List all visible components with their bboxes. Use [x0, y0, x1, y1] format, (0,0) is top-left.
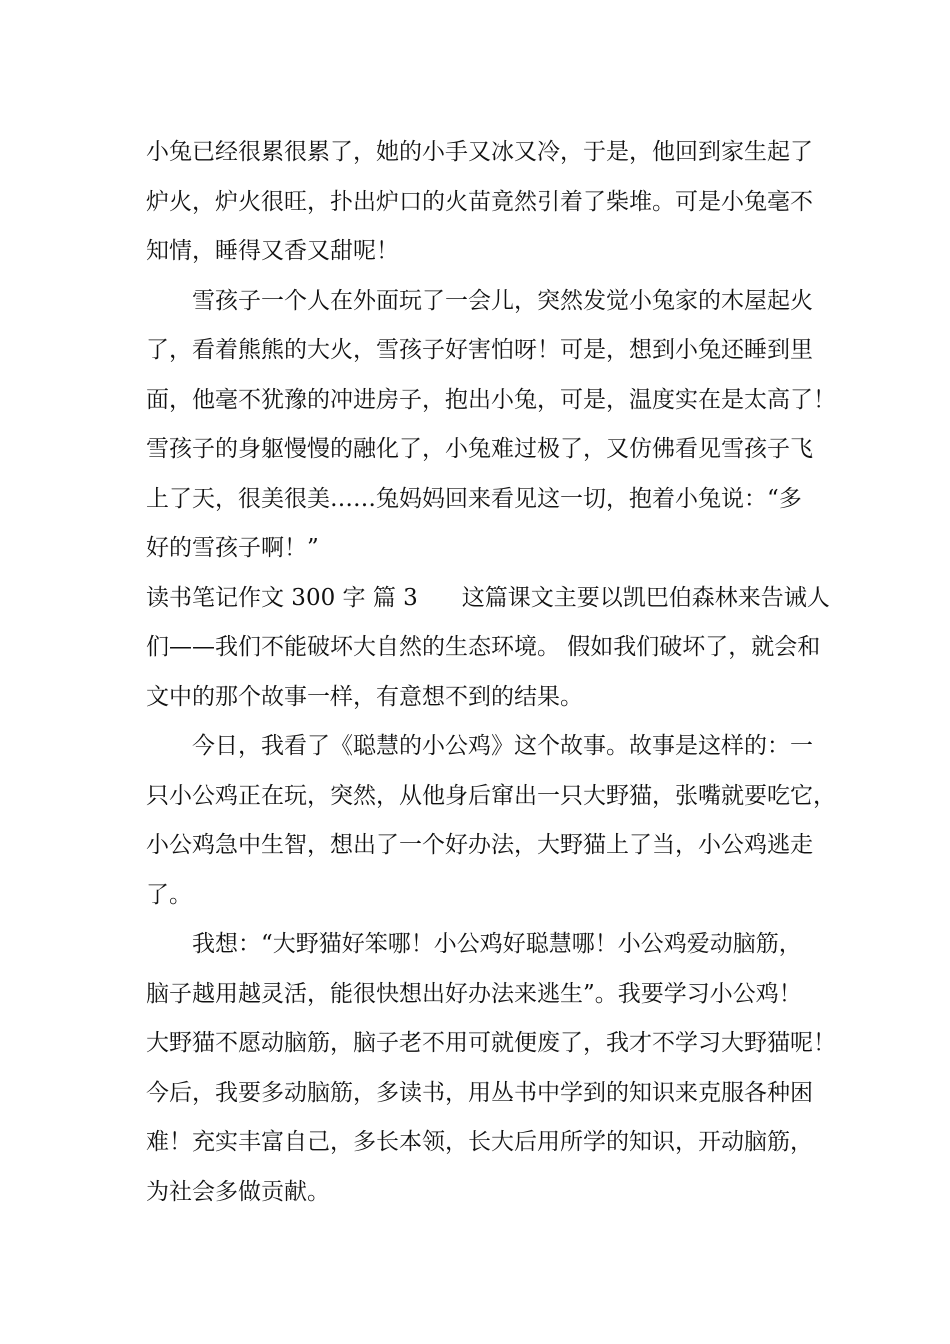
paragraph-line: 们——我们不能破坏大自然的生态环境。 假如我们破坏了，就会和 — [146, 634, 821, 660]
section-first-line: 这篇课文主要以凯巴伯森林来告诫人 — [461, 584, 830, 611]
paragraph-line: 小兔已经很累很累了，她的小手又冰又冷，于是，他回到家生起了 — [146, 139, 813, 165]
paragraph-line: 小公鸡急中生智，想出了一个好办法，大野猫上了当，小公鸡逃走 — [146, 832, 813, 858]
paragraph-line: 难！充实丰富自己，多长本领，长大后用所学的知识，开动脑筋， — [146, 1129, 813, 1155]
paragraph-line: 今日，我看了《聪慧的小公鸡》这个故事。故事是这样的：一 — [192, 733, 813, 759]
paragraph-line: 雪孩子一个人在外面玩了一会儿，突然发觉小兔家的木屋起火 — [192, 287, 813, 314]
paragraph-line: 脑子越用越灵活，能很快想出好办法来逃生”。我要学习小公鸡！ — [146, 980, 802, 1007]
paragraph-line: 我想：“大野猫好笨哪！小公鸡好聪慧哪！小公鸡爱动脑筋， — [192, 931, 802, 957]
paragraph-line: 文中的那个故事一样，有意想不到的结果。 — [146, 683, 583, 710]
paragraph-line: 面，他毫不犹豫的冲进房子，抱出小兔，可是，温度实在是太高了！ — [146, 386, 836, 413]
paragraph-line: 了，看着熊熊的大火，雪孩子好害怕呀！可是，想到小兔还睡到里 — [146, 337, 813, 363]
paragraph-line: 上了天，很美很美……兔妈妈回来看见这一切，抱着小兔说：“多 — [146, 485, 802, 512]
paragraph-line: 知情，睡得又香又甜呢！ — [146, 238, 399, 264]
paragraph-line: 雪孩子的身躯慢慢的融化了，小兔难过极了，又仿佛看见雪孩子飞 — [146, 436, 813, 462]
paragraph-line: 大野猫不愿动脑筋，脑子老不用可就便废了，我才不学习大野猫呢！ — [146, 1030, 836, 1056]
paragraph-line: 今后，我要多动脑筋，多读书，用丛书中学到的知识来克服各种困 — [146, 1079, 813, 1106]
paragraph-line: 了。 — [146, 881, 192, 908]
paragraph-line: 只小公鸡正在玩，突然，从他身后窜出一只大野猫，张嘴就要吃它， — [146, 782, 836, 809]
paragraph-line: 炉火，炉火很旺，扑出炉口的火苗竟然引着了柴堆。可是小兔毫不 — [146, 188, 813, 215]
paragraph-line: 好的雪孩子啊！” — [146, 535, 319, 561]
section-heading: 读书笔记作文 300 字 篇 3 — [146, 584, 418, 611]
section-heading-line — [146, 574, 836, 624]
document-body — [146, 128, 836, 1217]
paragraph-line: 为社会多做贡献。 — [146, 1178, 330, 1205]
